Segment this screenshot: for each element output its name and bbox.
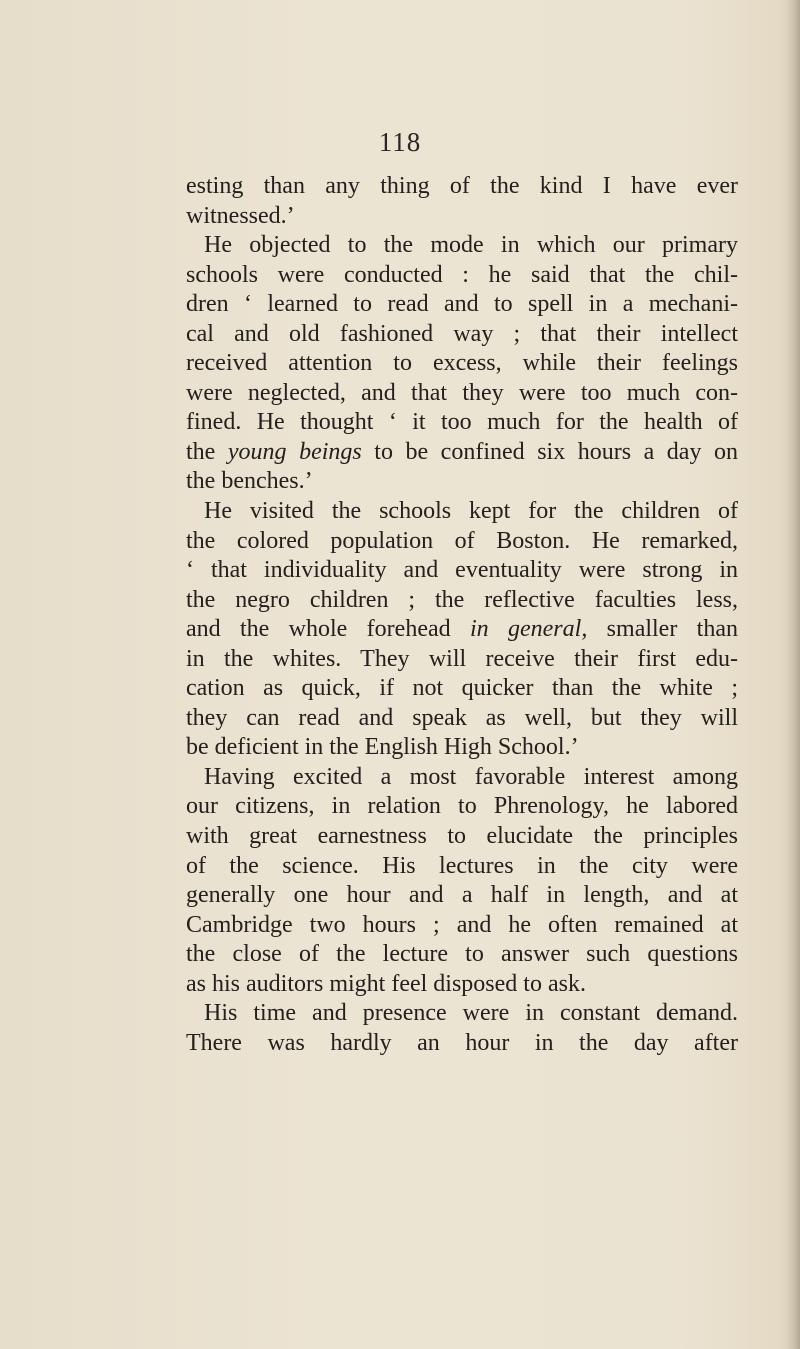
italic-phrase: young beings xyxy=(227,438,362,465)
text-line: Cambridge two hours ; and he often remained at xyxy=(186,911,738,938)
text-line: the close of the lecture to answer such questions xyxy=(186,941,738,968)
text-line: He visited the schools kept for the children of xyxy=(204,498,738,525)
text-line xyxy=(186,438,738,468)
text-line: dren ‘ learned to read and to spell in a mechani- xyxy=(186,291,738,318)
text-line: cation as quick, if not quicker than the white ; xyxy=(186,675,738,702)
text-fragment: the xyxy=(186,438,228,465)
page-number: 118 xyxy=(378,127,422,157)
text-line: Having excited a most favorable interest among xyxy=(204,763,738,790)
italic-phrase: in general, xyxy=(469,616,588,643)
text-line: generally one hour and a half in length, and at xyxy=(186,882,738,909)
text-fragment: to be confined six hours a day on xyxy=(361,438,739,465)
text-line: the negro children ; the reflective faculties less, xyxy=(186,586,738,613)
text-line: of the science. His lectures in the city were xyxy=(186,852,738,879)
text-line: the benches.’ xyxy=(186,468,313,495)
body-text xyxy=(186,172,738,1058)
text-line: our citizens, in relation to Phrenology, he labored xyxy=(186,793,738,820)
text-line: as his auditors might feel disposed to ask. xyxy=(186,970,586,997)
text-line: be deficient in the English High School.’ xyxy=(186,734,579,761)
text-line: esting than any thing of the kind I have ever xyxy=(186,173,738,199)
text-line: ‘ that individuality and eventuality were strong in xyxy=(186,557,738,584)
text-fragment: smaller than xyxy=(587,616,738,643)
text-line: fined. He thought ‘ it too much for the health of xyxy=(186,409,738,436)
text-line: in the whites. They will receive their first edu- xyxy=(186,645,738,672)
text-line: His time and presence were in constant demand. xyxy=(204,1000,738,1027)
page-edge-shadow xyxy=(786,0,800,1349)
text-line: were neglected, and that they were too much con- xyxy=(186,379,738,406)
text-line: with great earnestness to elucidate the principles xyxy=(186,823,738,850)
text-line: schools were conducted : he said that the chil- xyxy=(186,261,738,288)
text-line xyxy=(186,615,738,645)
text-line: they can read and speak as well, but they will xyxy=(186,704,738,731)
text-line: cal and old fashioned way ; that their intellect xyxy=(186,320,738,347)
text-line: received attention to excess, while their feelings xyxy=(186,350,738,377)
text-line: the colored population of Boston. He remarked, xyxy=(186,527,738,554)
text-line: He objected to the mode in which our primary xyxy=(204,232,738,259)
text-line: There was hardly an hour in the day after xyxy=(186,1029,738,1056)
text-fragment: and the whole forehead xyxy=(186,616,470,643)
text-line: witnessed.’ xyxy=(186,202,295,229)
